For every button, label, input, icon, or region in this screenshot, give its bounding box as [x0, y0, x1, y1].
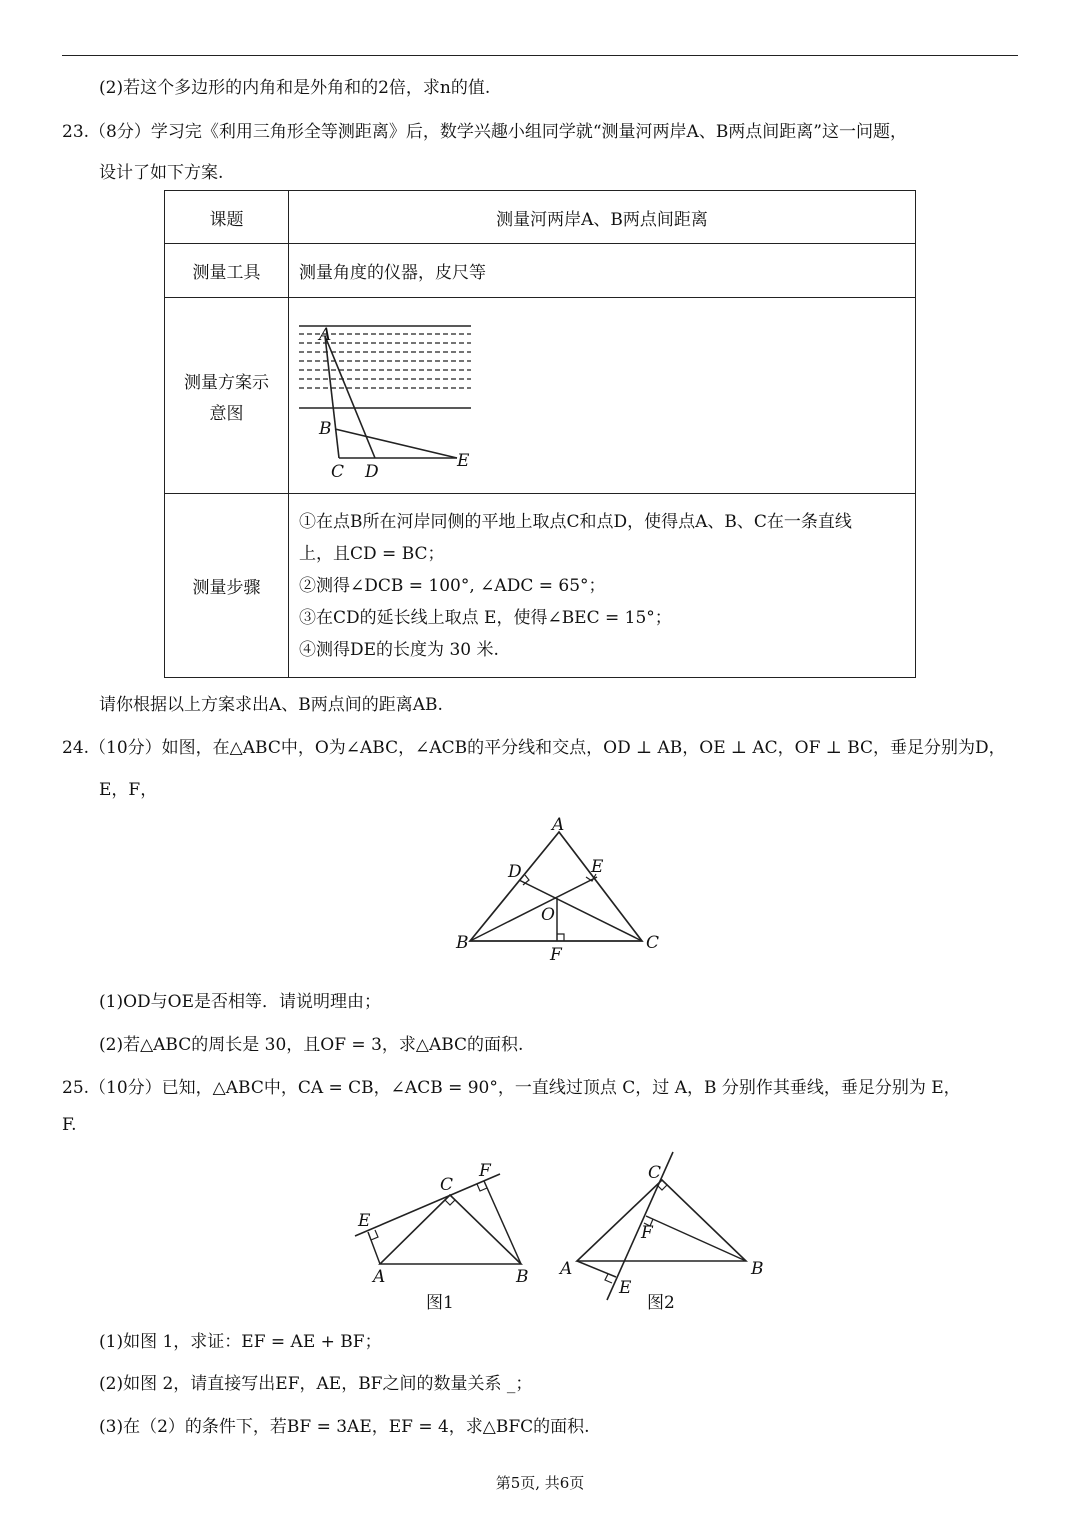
right-angle-mark-C [445, 1200, 455, 1205]
table-row [165, 244, 916, 298]
label-C: C [646, 933, 660, 953]
label-F: F [550, 945, 562, 965]
label-B: B [516, 1267, 529, 1287]
step-2: ②测得∠DCB = 100°, ∠ADC = 65°； [299, 575, 606, 596]
header-rule [62, 55, 1018, 56]
segment-BE [335, 429, 457, 458]
perpendicular-AE [577, 1261, 616, 1277]
q23-stem-line1: 23.（8分）学习完《利用三角形全等测距离》后，数学兴趣小组同学就“测量河两岸A、B两点间距离”这一问题， [62, 122, 908, 142]
header-diagram-line2: 意图 [209, 403, 244, 424]
q25-stem-line2: F. [62, 1115, 77, 1135]
label-D: D [508, 862, 522, 882]
label-A: A [560, 1259, 573, 1279]
label-E: E [358, 1211, 371, 1231]
label-A: A [373, 1267, 386, 1287]
q25-part2: (2)如图 2，请直接写出EF，AE，BF之间的数量关系 _； [99, 1374, 533, 1394]
step-1b: 上，且CD = BC； [299, 543, 445, 564]
table-row [165, 298, 916, 494]
figure-2 [555, 1150, 775, 1320]
step-4: ④测得DE的长度为 30 米. [299, 639, 499, 660]
header-tools: 测量工具 [165, 244, 289, 298]
river-diagram-cell [289, 298, 916, 494]
label-B: B [456, 933, 469, 953]
figure-1 [340, 1150, 540, 1320]
step-1a: ①在点B所在河岸同侧的平地上取点C和点D，使得点A、B、C在一条直线 [299, 511, 852, 532]
right-angle-mark-C [657, 1185, 667, 1190]
label-B: B [319, 418, 332, 439]
table-row [165, 494, 916, 678]
q24-triangle-figure [440, 808, 680, 968]
q24-part2: (2)若△ABC的周长是 30，且OF = 3，求△ABC的面积. [99, 1035, 524, 1055]
right-angle-mark-F [557, 934, 564, 941]
q25-part1: (1)如图 1，求证：EF = AE + BF； [99, 1332, 382, 1352]
label-A: A [319, 324, 332, 345]
bisector-CD [519, 880, 642, 941]
header-diagram-line1: 测量方案示 [184, 372, 269, 393]
label-O: O [541, 905, 555, 925]
value-tools: 测量角度的仪器，皮尺等 [289, 244, 916, 298]
page-footer: 第5页, 共6页 [495, 1474, 585, 1492]
table-row [165, 191, 916, 244]
triangle-ABC [380, 1195, 521, 1264]
label-E: E [591, 857, 604, 877]
plan-table [164, 190, 916, 678]
q24-part1: (1)OD与OE是否相等．请说明理由； [99, 992, 381, 1012]
label-C: C [331, 461, 345, 482]
label-E: E [457, 450, 470, 471]
label-A: A [552, 815, 565, 835]
perpendicular-BF [484, 1181, 521, 1264]
steps-cell [289, 494, 916, 678]
q25-stem-line1: 25.（10分）已知，△ABC中，CA = CB，∠ACB = 90°，一直线过顶点 C，过 A，B 分别作其垂线，垂足分别为 E， [62, 1078, 961, 1098]
value-topic: 测量河两岸A、B两点间距离 [289, 191, 916, 244]
q24-stem-line1: 24.（10分）如图，在△ABC中，O为∠ABC，∠ACB的平分线和交点，OD ⊥ AB，OE ⊥ AC，OF ⊥ BC，垂足分别为D， [62, 738, 1006, 758]
perpendicular-BF [646, 1216, 746, 1261]
q25-part3: (3)在（2）的条件下，若BF = 3AE，EF = 4，求△BFC的面积. [99, 1417, 590, 1437]
label-C: C [648, 1163, 662, 1183]
triangle-ABC [470, 832, 642, 941]
header-topic: 课题 [165, 191, 289, 244]
label-B: B [751, 1259, 764, 1279]
label-F: F [479, 1161, 491, 1181]
q22-part2: (2)若这个多边形的内角和是外角和的2倍，求n的值. [99, 78, 491, 98]
q23-ask: 请你根据以上方案求出A、B两点间的距离AB. [99, 695, 443, 715]
label-E: E [619, 1278, 632, 1298]
figure-1-caption: 图1 [426, 1293, 454, 1313]
header-diagram [165, 298, 289, 494]
river-diagram [297, 306, 497, 486]
figure-2-caption: 图2 [647, 1293, 675, 1313]
line-CE [607, 1152, 673, 1300]
label-C: C [440, 1175, 454, 1195]
q24-stem-line2: E，F， [99, 780, 158, 800]
step-3: ③在CD的延长线上取点 E，使得∠BEC = 15°； [299, 607, 672, 628]
header-steps: 测量步骤 [165, 494, 289, 678]
label-D: D [365, 461, 379, 482]
label-F: F [641, 1223, 653, 1243]
q23-stem-line2: 设计了如下方案. [99, 163, 224, 183]
right-angle-mark-E [371, 1230, 378, 1240]
line-EF [355, 1174, 500, 1236]
